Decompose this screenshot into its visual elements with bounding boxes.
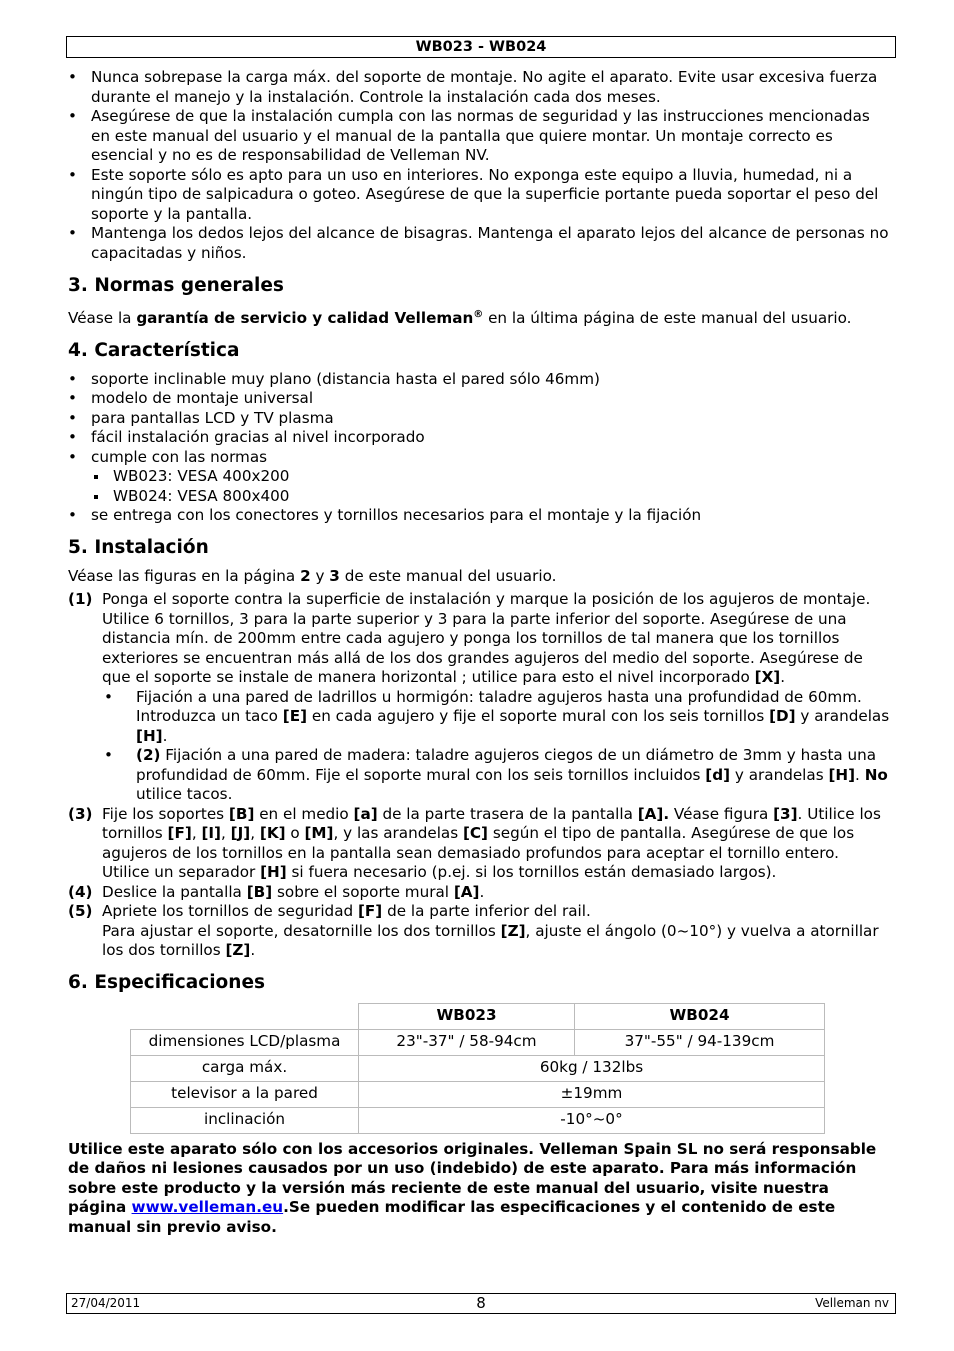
list-item: • Nunca sobrepase la carga máx. del soporte de montaje. No agite el aparato. Evite usar excesiva fuerza durante el manejo y la instalación. Controle la instalación cada dos meses. xyxy=(68,68,890,107)
ref: [H] xyxy=(260,863,287,882)
list-item-brick xyxy=(68,688,890,747)
text: , xyxy=(221,824,231,843)
row-label: televisor a la pared xyxy=(131,1081,359,1107)
footer-company: Velleman nv xyxy=(815,1296,889,1310)
text: Fije los soportes xyxy=(102,804,229,823)
text: Véase figura xyxy=(669,804,774,823)
text: de la parte trasera de la pantalla xyxy=(377,804,638,823)
list-item: • soporte inclinable muy plano (distancia hasta el pared sólo 46mm) xyxy=(68,370,890,390)
ref: [3] xyxy=(773,804,798,823)
ref: [Z] xyxy=(500,921,526,940)
list-item: • Este soporte sólo es apto para un uso en interiores. No exponga este equipo a lluvia, humedad, ni a ningún tipo de salpicadura o goteo. Asegúrese de que la superficie portante pueda soportar el peso del soporte y la pantalla. xyxy=(68,166,890,225)
list-item-text: cumple con las normas xyxy=(91,447,268,466)
list-item xyxy=(68,448,890,507)
column-header-wb023: WB023 xyxy=(359,1003,575,1029)
spec-table xyxy=(130,1003,825,1134)
closing-text: Utilice este aparato sólo con los accesorios originales. Velleman Spain SL no será responsable de daños ni lesiones causados por un uso (indebido) de este aparato. Para más información sobre este producto y la versión más reciente de este manual del usuario, visite nuestra página xyxy=(68,1139,877,1217)
text: en el medio xyxy=(254,804,354,823)
list-item: • para pantallas LCD y TV plasma xyxy=(68,409,890,429)
column-header-wb024: WB024 xyxy=(575,1003,825,1029)
text: . xyxy=(479,882,485,901)
step-number: (1) xyxy=(68,590,93,609)
table-row xyxy=(131,1107,825,1133)
emphasis-no: No xyxy=(864,765,888,784)
text: Deslice la pantalla xyxy=(102,882,247,901)
text: sobre el soporte mural xyxy=(272,882,454,901)
ref: [K] xyxy=(259,824,286,843)
ref-h: [H] xyxy=(828,765,856,784)
text: Para ajustar el soporte, desatornille los dos tornillos xyxy=(102,921,501,940)
text: según el tipo de pantalla. Asegúrese de que los agujeros de los tornillos en la pantalla sean demasiado profundos para aceptar el tornillo entero. Utilice un separador xyxy=(102,824,855,882)
list-item-wood xyxy=(68,746,890,805)
text: y arandelas xyxy=(795,707,890,726)
ref: [F] xyxy=(167,824,192,843)
text: Fijación a una pared de madera: taladre agujeros ciegos de un diámetro de 3mm y hasta una profundidad de 60mm. Fije el soporte mural con los seis tornillos incluidos xyxy=(136,746,877,784)
normas-paragraph xyxy=(68,305,890,329)
step-text: . xyxy=(780,668,786,687)
closing-notice xyxy=(68,1140,890,1238)
page-content xyxy=(68,68,890,1237)
text: Fijación a una pared de ladrillos u hormigón: taladre agujeros hasta una profundidad de 60mm. Introduzca un taco xyxy=(136,687,862,726)
text: . Utilice los tornillos xyxy=(102,804,881,843)
text: Apriete los tornillos de seguridad xyxy=(102,902,358,921)
table-row xyxy=(131,1081,825,1107)
list-item: • modelo de montaje universal xyxy=(68,389,890,409)
velleman-website-link[interactable]: www.velleman.eu xyxy=(131,1198,284,1217)
section-heading-normas: 3. Normas generales xyxy=(68,275,284,296)
ref: [B] xyxy=(228,804,255,823)
instalacion-intro xyxy=(68,567,890,587)
text: , y las arandelas xyxy=(333,824,463,843)
step-number: (3) xyxy=(68,804,93,823)
intro-text: de este manual del usuario. xyxy=(339,566,557,585)
registered-mark: ® xyxy=(473,309,484,320)
document-header xyxy=(66,36,896,58)
intro-text: y xyxy=(310,566,330,585)
ref: [A] xyxy=(453,882,480,901)
section-heading-especificaciones: 6. Especificaciones xyxy=(68,971,265,993)
list-item: • Asegúrese de que la instalación cumpla con las normas de seguridad y las instrucciones mencionadas en este manual del usuario y el manual de la pantalla que quiere montar. Un montaje correcto es esencial y no es de responsabilidad de Velleman NV. xyxy=(68,107,890,166)
text: , xyxy=(191,824,202,843)
text: , xyxy=(250,824,260,843)
ref-x: [X] xyxy=(754,668,781,687)
ref: [M] xyxy=(304,824,334,843)
section-heading-instalacion: 5. Instalación xyxy=(68,536,209,558)
ref-d: [d] xyxy=(705,765,731,784)
normas-text-end: en la última página de este manual del usuario. xyxy=(483,309,852,328)
mounting-options xyxy=(68,688,890,805)
ref: [A]. xyxy=(637,804,670,823)
closing-text-end: .Se pueden modificar las especificaciones y el contenido de este manual sin previo aviso. xyxy=(68,1198,836,1236)
normas-bold: garantía de servicio y calidad Velleman xyxy=(136,309,474,328)
step-number: (5) xyxy=(68,902,93,921)
text: y arandelas xyxy=(730,765,829,784)
cell-value: 60kg / 132lbs xyxy=(359,1055,825,1081)
section-heading-caracteristica: 4. Característica xyxy=(68,339,240,361)
ref: [C] xyxy=(462,824,488,843)
page-number: 8 xyxy=(476,1294,486,1312)
row-label: inclinación xyxy=(131,1107,359,1133)
row-label: dimensiones LCD/plasma xyxy=(131,1029,359,1055)
text: o xyxy=(285,824,305,843)
cell-value: ±19mm xyxy=(359,1081,825,1107)
ref: [a] xyxy=(353,804,378,823)
safety-list xyxy=(68,68,890,263)
ref: [I] xyxy=(201,824,222,843)
page-ref-3: 3 xyxy=(329,566,340,585)
step-text: Ponga el soporte contra la superficie de instalación y marque la posición de los agujeros de montaje. Utilice 6 tornillos, 3 para la parte superior y 3 para la parte inferior del soporte. Asegúrese de una distancia mín. de 200mm entre cada agujero y ponga los tornillos de tal manera que los tornillos exteriores se encuentran más allá de los dos grandes agujeros del medio del soporte. Asegúrese de que el soporte se instale de manera horizontal ; utilice para esto el nivel incorporado xyxy=(102,590,871,687)
step-4 xyxy=(68,883,890,903)
ref: [B] xyxy=(246,882,273,901)
cell-value: -10°~0° xyxy=(359,1107,825,1133)
table-row xyxy=(131,1055,825,1081)
normas-text: Véase la xyxy=(68,309,137,328)
text: . xyxy=(162,726,168,745)
ref: [F] xyxy=(357,902,383,921)
text: de la parte inferior del rail. xyxy=(382,902,591,921)
step-number: (2) xyxy=(136,746,161,765)
document-footer xyxy=(66,1293,896,1314)
text: si fuera necesario (p.ej. si los tornillos están demasiado largos). xyxy=(286,863,777,882)
step-5 xyxy=(68,902,890,961)
features-list xyxy=(68,370,890,526)
text: . xyxy=(250,941,256,960)
ref: [J] xyxy=(230,824,251,843)
step-3 xyxy=(68,805,890,883)
table-corner xyxy=(131,1003,359,1029)
ref: [Z] xyxy=(225,941,251,960)
page-ref-2: 2 xyxy=(300,566,311,585)
standard-item: WB023: VESA 400x200 xyxy=(68,467,890,487)
ref-e: [E] xyxy=(282,707,308,726)
text: . xyxy=(855,765,865,784)
list-item: • Mantenga los dedos lejos del alcance de bisagras. Mantenga el aparato lejos del alcance de personas no capacitadas y niños. xyxy=(68,224,890,263)
ref-d: [D] xyxy=(769,707,796,726)
cell-wb024: 37"-55" / 94-139cm xyxy=(575,1029,825,1055)
table-header-row xyxy=(131,1003,825,1029)
header-title: WB023 - WB024 xyxy=(415,39,547,55)
standard-item: WB024: VESA 800x400 xyxy=(68,487,890,507)
table-row xyxy=(131,1029,825,1055)
standards-list xyxy=(68,467,890,506)
intro-text: Véase las figuras en la página xyxy=(68,566,301,585)
ref-h: [H] xyxy=(136,726,163,745)
cell-wb023: 23"-37" / 58-94cm xyxy=(359,1029,575,1055)
row-label: carga máx. xyxy=(131,1055,359,1081)
list-item: • se entrega con los conectores y tornillos necesarios para el montaje y la fijación xyxy=(68,506,890,526)
step-number: (4) xyxy=(68,882,93,901)
list-item: • fácil instalación gracias al nivel incorporado xyxy=(68,428,890,448)
step-1 xyxy=(68,590,890,688)
text: en cada agujero y fije el soporte mural con los seis tornillos xyxy=(307,707,770,726)
footer-date: 27/04/2011 xyxy=(71,1296,141,1310)
text: utilice tacos. xyxy=(136,785,233,804)
text: , ajuste el ángolo (0~10°) y vuelva a atornillar los dos tornillos xyxy=(102,921,879,960)
